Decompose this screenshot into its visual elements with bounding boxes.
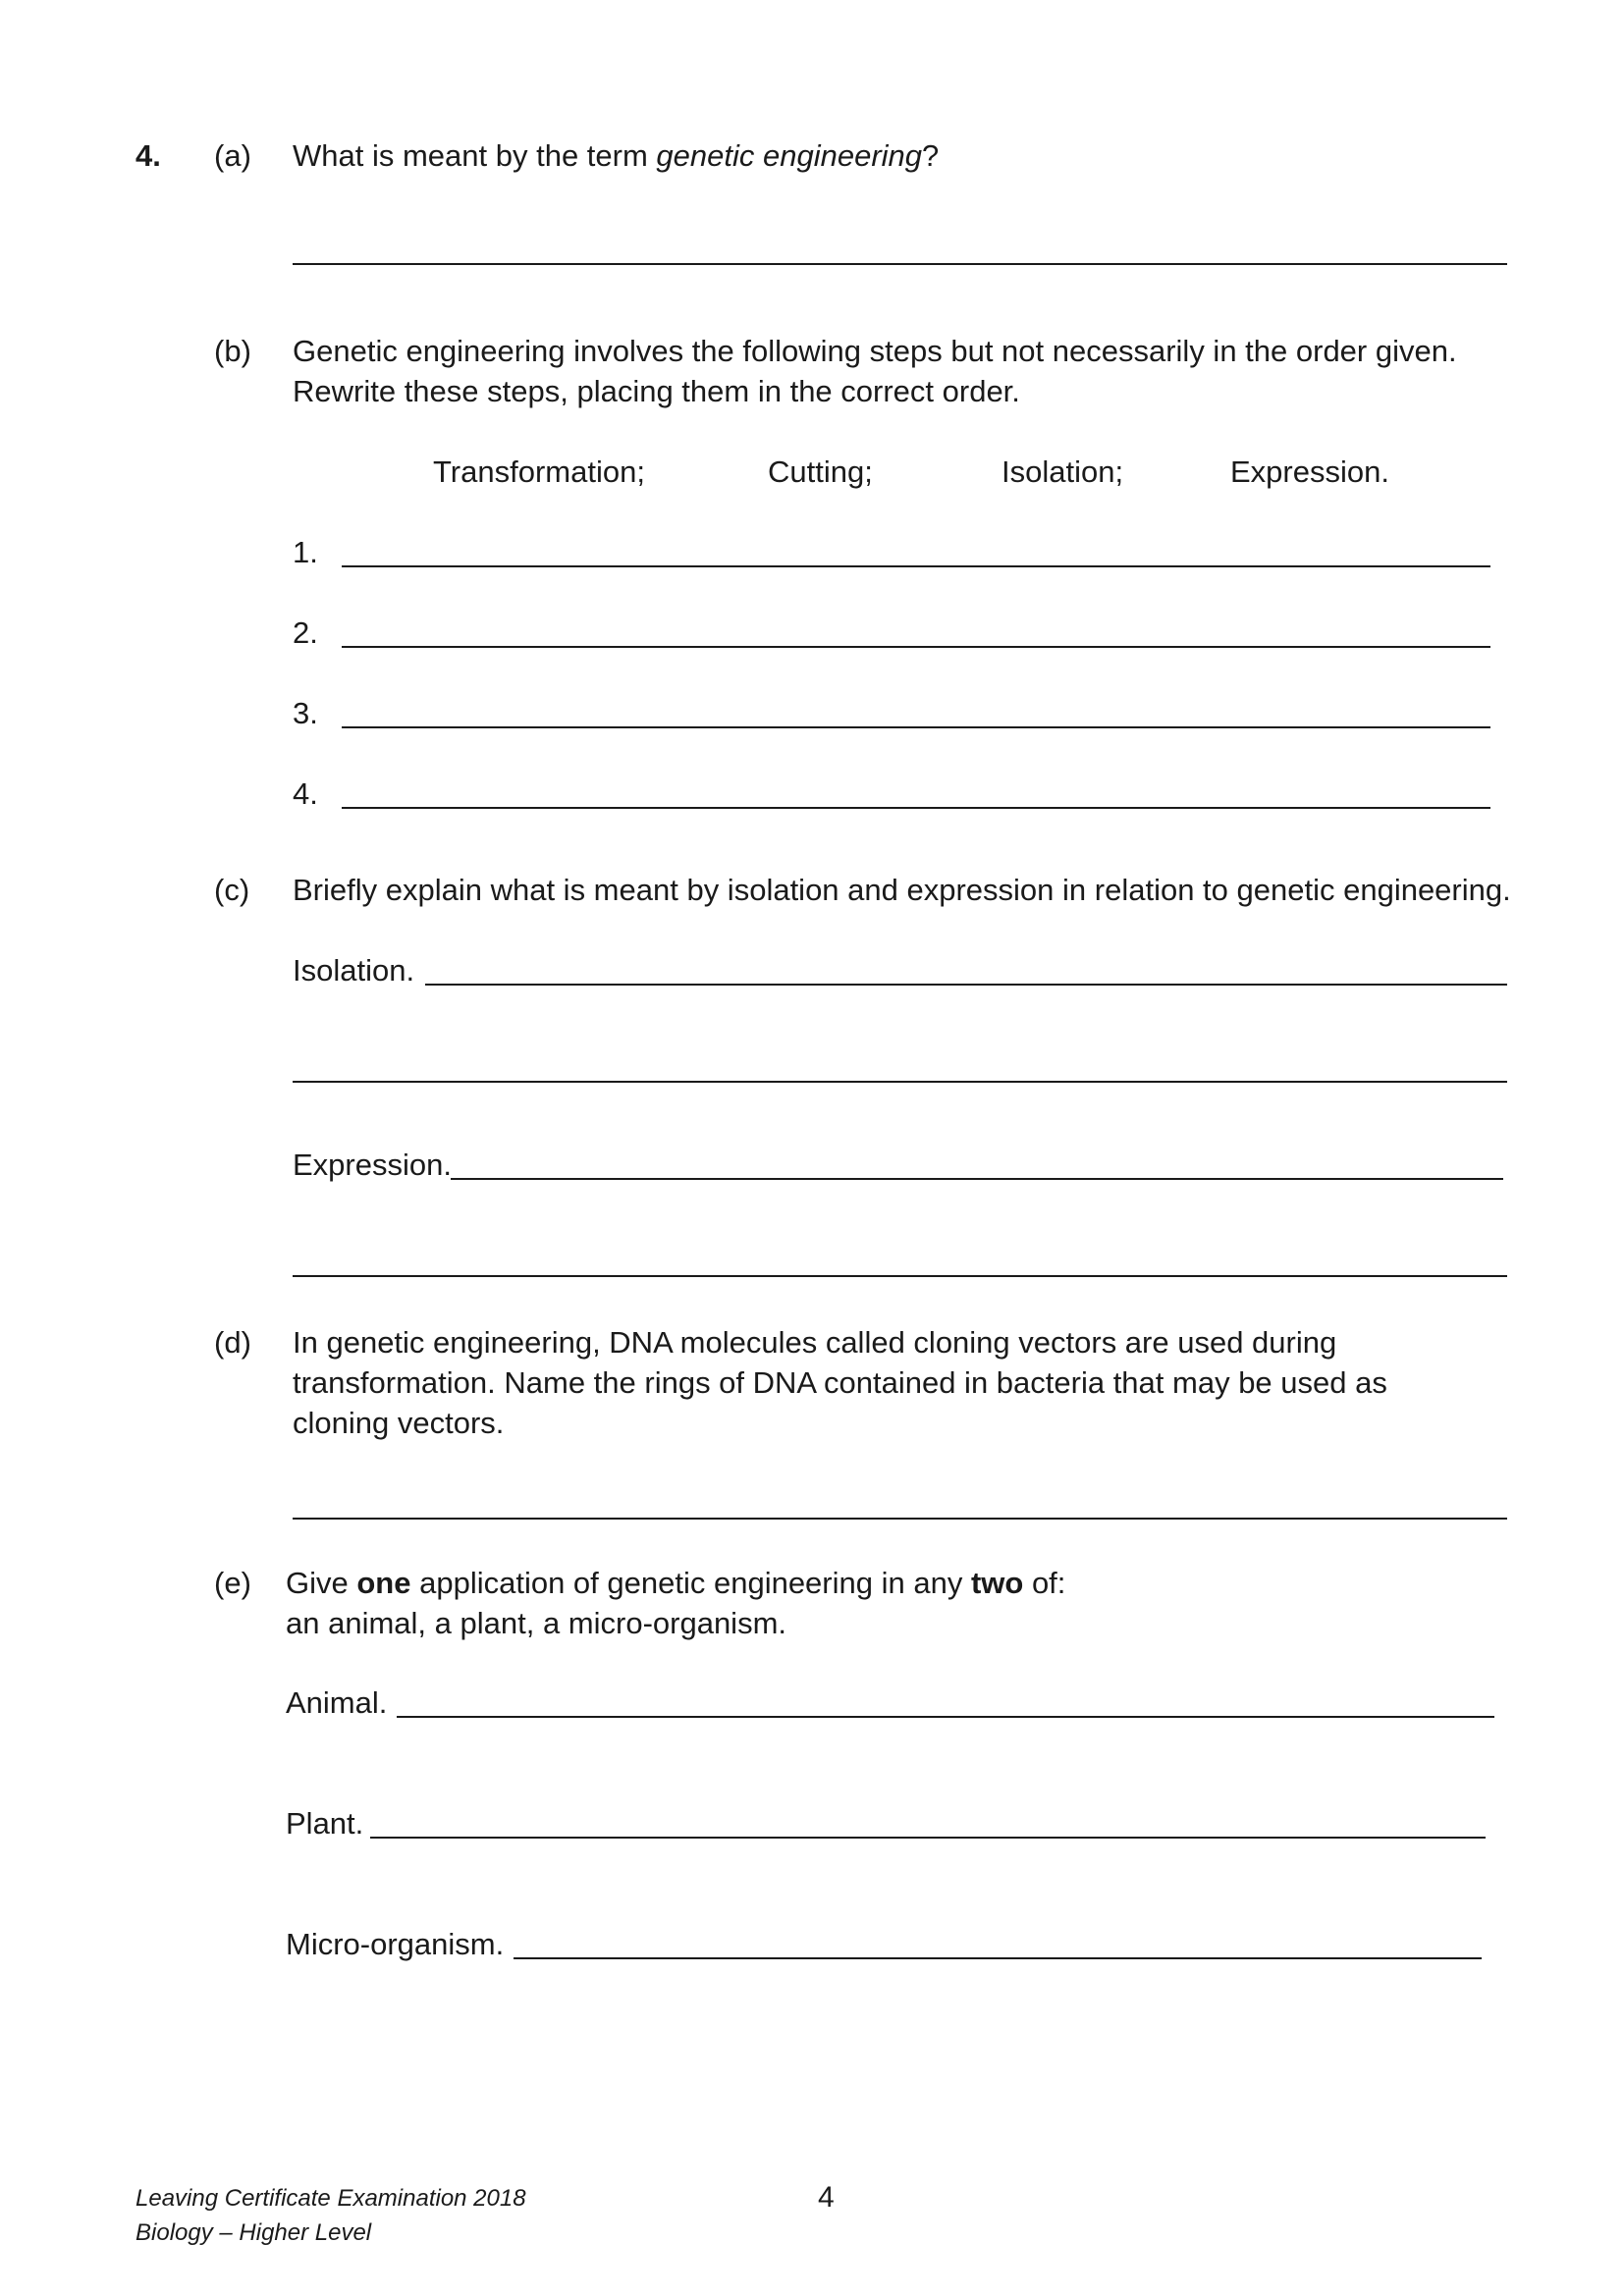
order-answer-line-3[interactable] xyxy=(342,726,1490,728)
part-b-line1: Genetic engineering involves the following steps but not necessarily in the order given. xyxy=(293,334,1457,368)
footer-exam-title: Leaving Certificate Examination 2018 xyxy=(135,2185,526,2212)
part-c-text: Briefly explain what is meant by isolation and expression in relation to genetic engineering. xyxy=(293,873,1511,907)
part-d-label: (d) xyxy=(214,1325,251,1360)
order-number-3: 3. xyxy=(293,696,318,730)
part-d-line1: In genetic engineering, DNA molecules called cloning vectors are used during xyxy=(293,1325,1337,1360)
isolation-answer-line-2[interactable] xyxy=(293,1081,1507,1083)
part-a-text-italic: genetic engineering xyxy=(656,138,923,173)
animal-answer-line[interactable] xyxy=(397,1716,1494,1718)
expression-answer-line-1[interactable] xyxy=(451,1178,1503,1180)
page-number: 4 xyxy=(818,2181,835,2214)
footer-subject-level: Biology – Higher Level xyxy=(135,2219,372,2246)
order-answer-line-1[interactable] xyxy=(342,565,1490,567)
step-expression: Expression. xyxy=(1230,454,1389,489)
isolation-label: Isolation. xyxy=(293,953,415,988)
part-d-line2: transformation. Name the rings of DNA contained in bacteria that may be used as xyxy=(293,1365,1387,1400)
answer-line-d[interactable] xyxy=(293,1518,1507,1520)
part-a-question xyxy=(293,140,939,171)
order-number-1: 1. xyxy=(293,535,318,569)
expression-answer-line-2[interactable] xyxy=(293,1275,1507,1277)
order-answer-line-4[interactable] xyxy=(342,807,1490,809)
step-transformation: Transformation; xyxy=(433,454,645,489)
part-a-text-before: What is meant by the term xyxy=(293,138,657,173)
part-b-line2: Rewrite these steps, placing them in the correct order. xyxy=(293,374,1020,408)
part-e-bold-one: one xyxy=(356,1566,411,1600)
part-a-text-after: ? xyxy=(922,138,940,173)
part-e-label: (e) xyxy=(214,1566,251,1600)
order-number-4: 4. xyxy=(293,776,318,811)
part-e-line2: an animal, a plant, a micro-organism. xyxy=(286,1606,787,1640)
isolation-answer-line-1[interactable] xyxy=(425,984,1507,986)
animal-label: Animal. xyxy=(286,1685,388,1720)
part-e-line1 xyxy=(286,1568,1065,1598)
answer-line-a[interactable] xyxy=(293,263,1507,265)
plant-label: Plant. xyxy=(286,1806,364,1841)
part-e-bold-two: two xyxy=(970,1566,1024,1600)
micro-organism-label: Micro-organism. xyxy=(286,1927,505,1961)
step-isolation: Isolation; xyxy=(1001,454,1124,489)
order-answer-line-2[interactable] xyxy=(342,646,1490,648)
part-e-text-2: application of genetic engineering in any xyxy=(410,1566,971,1600)
micro-organism-answer-line[interactable] xyxy=(514,1957,1482,1959)
order-number-2: 2. xyxy=(293,615,318,650)
part-a-label: (a) xyxy=(214,138,251,173)
part-b-label: (b) xyxy=(214,334,251,368)
part-e-text-3: of: xyxy=(1023,1566,1066,1600)
part-c-label: (c) xyxy=(214,873,250,907)
part-d-line3: cloning vectors. xyxy=(293,1406,505,1440)
step-cutting: Cutting; xyxy=(768,454,873,489)
plant-answer-line[interactable] xyxy=(370,1837,1486,1839)
question-number: 4. xyxy=(135,138,161,173)
expression-label: Expression. xyxy=(293,1148,452,1182)
part-e-text-1: Give xyxy=(286,1566,357,1600)
